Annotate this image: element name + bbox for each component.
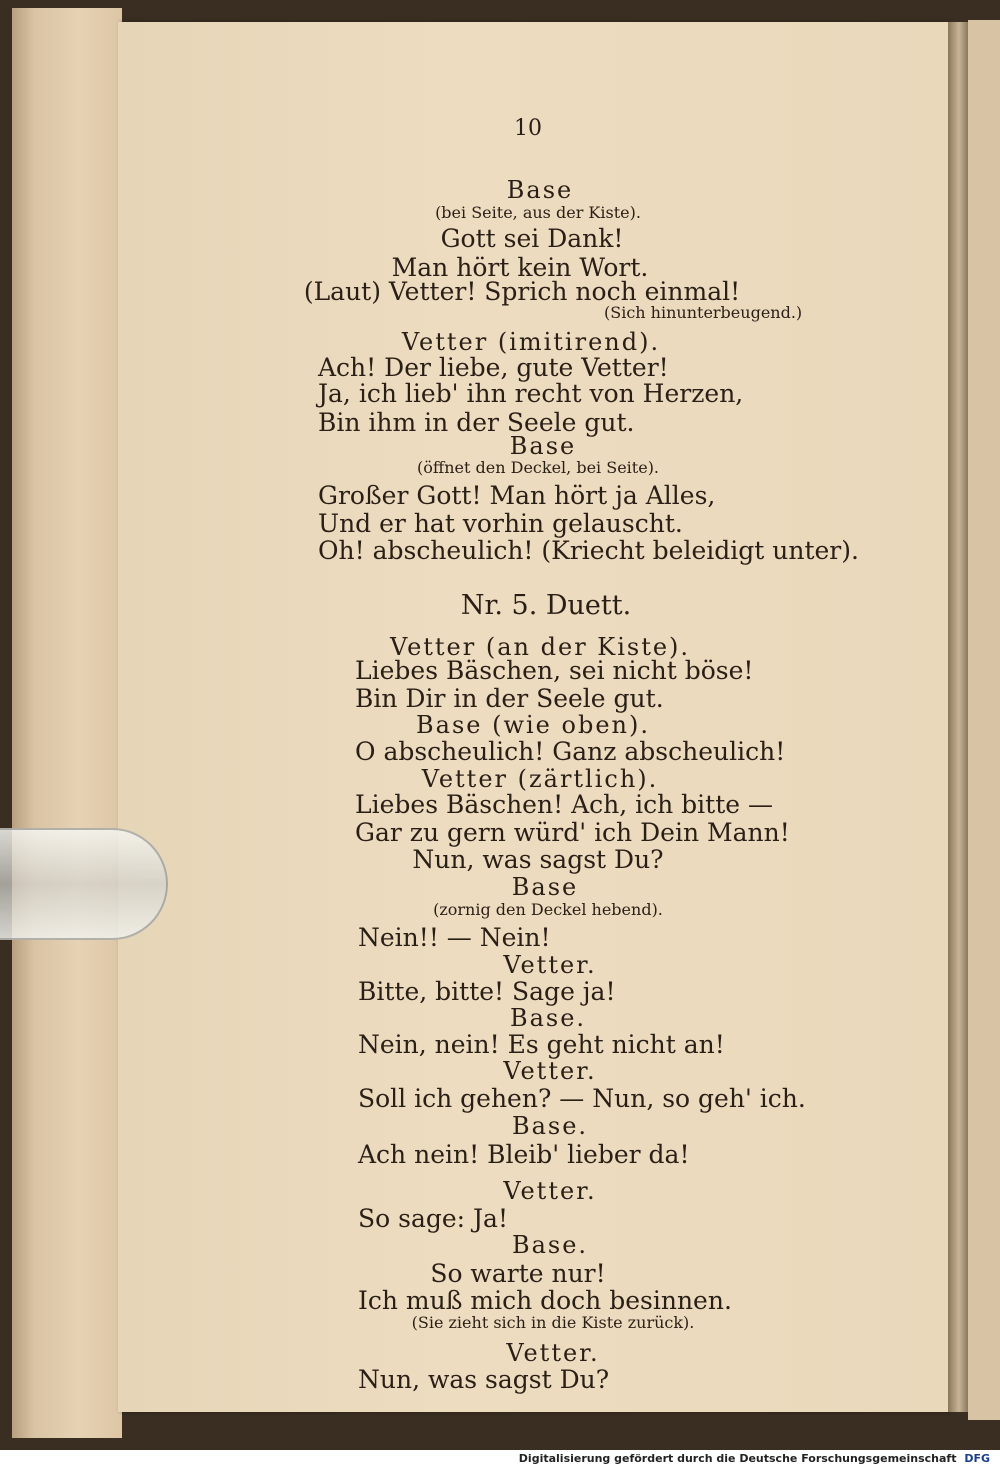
text-line: O abscheulich! Ganz abscheulich! bbox=[355, 737, 786, 766]
text-line: Ach! Der liebe, gute Vetter! bbox=[318, 353, 669, 382]
text-line: Soll ich gehen? — Nun, so geh' ich. bbox=[358, 1084, 806, 1113]
text-line: Vetter. bbox=[503, 951, 597, 979]
text-line: (bei Seite, aus der Kiste). bbox=[435, 203, 641, 222]
text-line: Vetter (imitirend). bbox=[401, 328, 661, 356]
text-line: Ich muß mich doch besinnen. bbox=[358, 1286, 732, 1315]
text-line: Base. bbox=[511, 1112, 589, 1140]
text-line: Base. bbox=[509, 1004, 587, 1032]
dfg-logo: DFG bbox=[964, 1452, 990, 1465]
text-line: Bin Dir in der Seele gut. bbox=[355, 684, 664, 713]
text-line: Gar zu gern würd' ich Dein Mann! bbox=[355, 818, 790, 847]
text-line: Vetter (an der Kiste). bbox=[389, 633, 691, 661]
text-line: Vetter (zärtlich). bbox=[421, 765, 659, 793]
text-line: Bitte, bitte! Sage ja! bbox=[358, 977, 616, 1006]
text-line: (Sie zieht sich in die Kiste zurück). bbox=[411, 1313, 695, 1332]
text-line: Base bbox=[511, 873, 579, 901]
page-number: 10 bbox=[514, 116, 542, 141]
text-line: (öffnet den Deckel, bei Seite). bbox=[416, 458, 660, 477]
text-line: Ja, ich lieb' ihn recht von Herzen, bbox=[318, 379, 744, 408]
text-line: Base bbox=[509, 432, 577, 460]
text-line: (Sich hinunterbeugend.) bbox=[604, 303, 803, 322]
text-line: (zornig den Deckel hebend). bbox=[433, 900, 663, 919]
text-line: Nun, was sagst Du? bbox=[412, 845, 664, 874]
text-line: Und er hat vorhin gelauscht. bbox=[318, 509, 683, 538]
page-clip bbox=[0, 828, 168, 940]
text-line: So warte nur! bbox=[430, 1259, 606, 1288]
text-line: Vetter. bbox=[503, 1177, 597, 1205]
text-line: Ach nein! Bleib' lieber da! bbox=[358, 1140, 690, 1169]
text-line: Nun, was sagst Du? bbox=[358, 1365, 610, 1394]
text-line: Liebes Bäschen, sei nicht böse! bbox=[355, 656, 754, 685]
text-line: Vetter. bbox=[506, 1339, 600, 1367]
text-line: Base. bbox=[511, 1231, 589, 1259]
text-line: Base bbox=[506, 176, 574, 204]
text-line: Vetter. bbox=[503, 1057, 597, 1085]
section-heading: Nr. 5. Duett. bbox=[460, 590, 632, 621]
text-line: Man hört kein Wort. bbox=[391, 253, 649, 282]
text-line: Großer Gott! Man hört ja Alles, bbox=[318, 481, 716, 510]
footer-credit bbox=[519, 1452, 990, 1465]
text-line: Gott sei Dank! bbox=[440, 224, 624, 253]
book-gutter bbox=[948, 22, 970, 1412]
text-line: So sage: Ja! bbox=[358, 1204, 508, 1233]
footer-text: Digitalisierung gefördert durch die Deutsche Forschungsgemeinschaft bbox=[518, 1452, 957, 1465]
facing-page-edge bbox=[968, 20, 1000, 1420]
text-line: Nein, nein! Es geht nicht an! bbox=[358, 1030, 725, 1059]
text-line: Oh! abscheulich! (Kriecht beleidigt unter). bbox=[318, 536, 859, 565]
text-line: Nein!! — Nein! bbox=[358, 923, 551, 952]
text-line: Liebes Bäschen! Ach, ich bitte — bbox=[355, 790, 773, 819]
text-line: Bin ihm in der Seele gut. bbox=[318, 408, 635, 437]
page-edges-left bbox=[12, 8, 122, 1438]
text-line: Base (wie oben). bbox=[416, 711, 650, 739]
text-line: (Laut) Vetter! Sprich noch einmal! bbox=[303, 277, 741, 306]
